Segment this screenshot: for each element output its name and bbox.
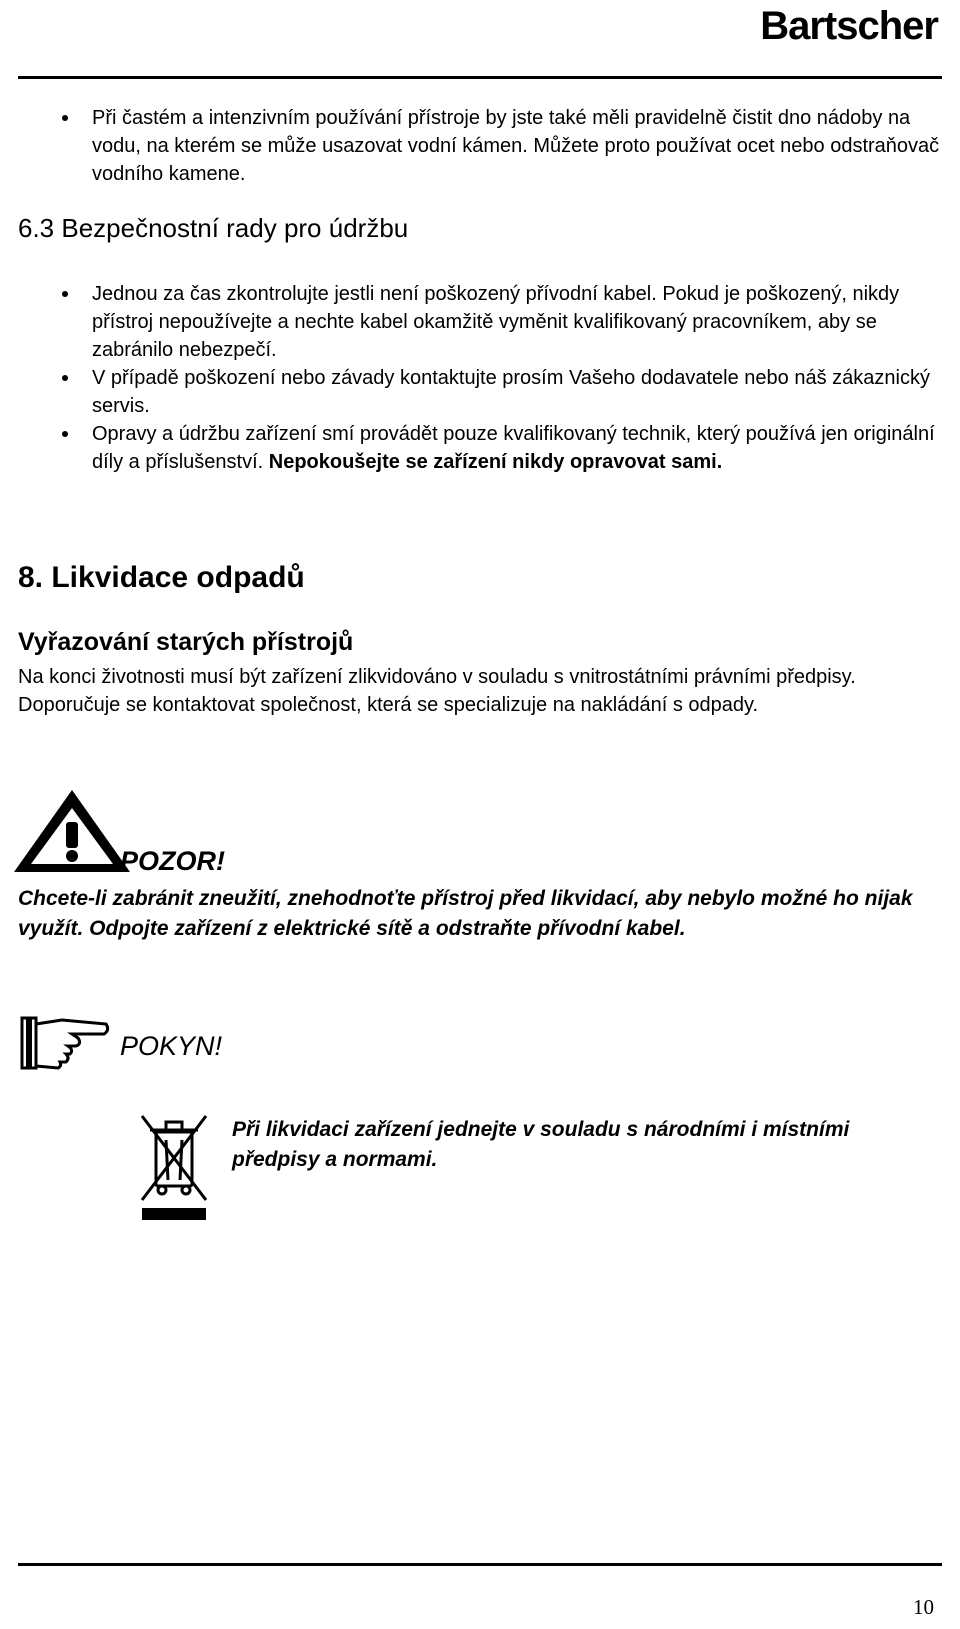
safety-bullet-list [92,280,942,476]
warning-title: POZOR! [120,846,225,876]
bullet-icon [62,291,68,297]
list-item: Opravy a údržbu zařízení smí provádět pouze kvalifikovaný technik, který používá jen originální díly a příslušenství. Nepokoušejte se zařízení nikdy opravovat sami. [92,420,942,476]
disposal-note: Při likvidaci zařízení jednejte v souladu s národními i místními předpisy a normami. [232,1118,850,1171]
bold-warning-text: Nepokoušejte se zařízení nikdy opravovat sami. [268,451,723,473]
section-heading: 8. Likvidace odpadů [18,561,305,594]
page-number: 10 [913,1595,934,1619]
warning-text: Chcete-li zabránit zneužití, znehodnoťte přístroj před likvidací, aby nebylo možné ho nijak využít. Odpojte zařízení z elektrické sítě a odstraňte přívodní kabel. [18,887,913,940]
list-item: V případě poškození nebo závady kontaktujte prosím Vašeho dodavatele nebo náš zákaznický servis. [92,364,942,420]
section-heading: 6.3 Bezpečnostní rady pro údržbu [18,213,409,243]
bullet-icon [62,375,68,381]
crossed-bin-icon [136,1110,212,1222]
intro-bullet-list [92,104,942,188]
brand-name: Bartscher [760,4,938,48]
subsection-heading: Vyřazování starých přístrojů [18,628,354,656]
bullet-icon [62,115,68,121]
header-rule [18,76,942,79]
list-item: Při častém a intenzivním používání přístroje by jste také měli pravidelně čistit dno nádoby na vodu, na kterém se může usazovat vodní kámen. Můžete proto používat ocet nebo odstraňovač vodního kamene. [92,104,942,188]
disposal-paragraph: Na konci životnosti musí být zařízení zlikvidováno v souladu s vnitrostátními právními předpisy. Doporučuje se kontaktovat společnost, která se specializuje na nakládání s odpady. [18,666,856,716]
note-title: POKYN! [120,1031,223,1061]
pointing-hand-icon [18,1014,110,1072]
footer-rule [18,1563,942,1566]
warning-triangle-icon [10,786,134,876]
brand-logo [760,6,938,46]
list-item: Jednou za čas zkontrolujte jestli není poškozený přívodní kabel. Pokud je poškozený, nikdy přístroj nepoužívejte a nechte kabel okamžitě vyměnit kvalifikovaný pracovníkem, aby se zabránilo nebezpečí. [92,280,942,364]
bullet-icon [62,431,68,437]
